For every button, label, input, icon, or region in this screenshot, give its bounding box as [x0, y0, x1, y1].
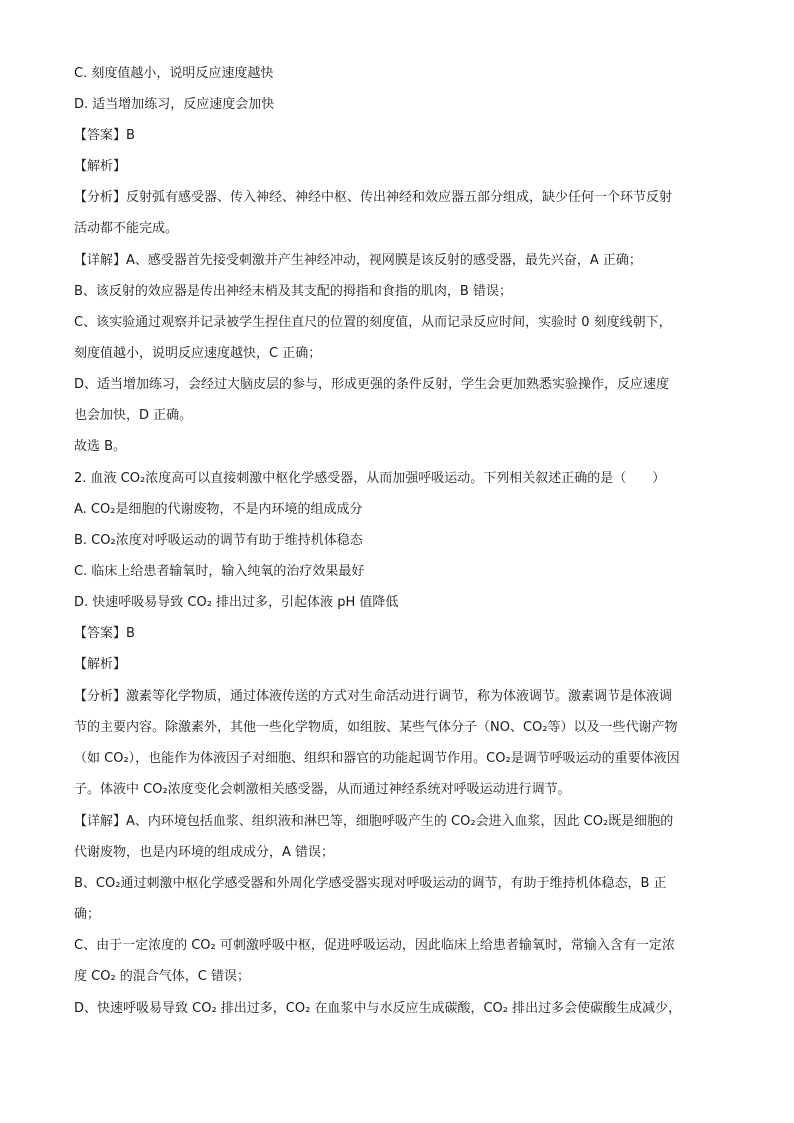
- question-2-stem: 2. 血液 CO₂浓度高可以直接刺激中枢化学感受器，从而加强呼吸运动。下列相关叙述正确的是（ ）: [74, 471, 666, 486]
- analysis-heading: 【解析】: [74, 159, 127, 174]
- analysis-text: 【分析】激素等化学物质，通过体液传送的方式对生命活动进行调节，称为体液调节。激素调节是体液调: [74, 689, 673, 704]
- analysis-text: 节的主要内容。除激素外，其他一些化学物质，如组胺、某些气体分子（NO、CO₂等）以及一些代谢产物: [74, 720, 678, 735]
- detail-text: 也会加快，D 正确。: [74, 408, 193, 423]
- detail-text: B、该反射的效应器是传出神经末梢及其支配的拇指和食指的肌肉，B 错误；: [74, 284, 512, 299]
- option-b: B. CO₂浓度对呼吸运动的调节有助于维持机体稳态: [74, 533, 363, 548]
- analysis-heading: 【解析】: [74, 657, 127, 672]
- detail-text: 【详解】A、内环境包括血浆、组织液和淋巴等，细胞呼吸产生的 CO₂会进入血浆，因此 CO₂既是细胞的: [74, 814, 674, 829]
- option-c: C. 临床上给患者输氧时，输入纯氧的治疗效果最好: [74, 564, 365, 579]
- detail-text: D、快速呼吸易导致 CO₂ 排出过多，CO₂ 在血浆中与水反应生成碳酸，CO₂ 排出过多会使碳酸生成减少，: [74, 1001, 682, 1016]
- detail-text: 代谢废物，也是内环境的组成成分，A 错误；: [74, 845, 335, 860]
- answer-label: 【答案】B: [74, 128, 135, 143]
- analysis-text: 活动都不能完成。: [74, 221, 179, 236]
- detail-text: C、该实验通过观察并记录被学生捏住直尺的位置的刻度值，从而记录反应时间，实验时 0 刻度线朝下，: [74, 315, 672, 330]
- option-d: D. 快速呼吸易导致 CO₂ 排出过多，引起体液 pH 值降低: [74, 595, 399, 610]
- detail-text: 确；: [74, 907, 101, 922]
- detail-text: D、适当增加练习，会经过大脑皮层的参与，形成更强的条件反射，学生会更加熟悉实验操作，反应速度: [74, 377, 670, 392]
- detail-text: B、CO₂通过刺激中枢化学感受器和外周化学感受器实现对呼吸运动的调节，有助于维持机体稳态，B 正: [74, 876, 667, 891]
- conclusion: 故选 B。: [74, 439, 127, 454]
- detail-text: 【详解】A、感受器首先接受刺激并产生神经冲动，视网膜是该反射的感受器，最先兴奋，A 正确；: [74, 253, 642, 268]
- analysis-text: 子。体液中 CO₂浓度变化会刺激相关感受器，从而通过神经系统对呼吸运动进行调节。: [74, 782, 571, 797]
- option-a: A. CO₂是细胞的代谢废物，不是内环境的组成成分: [74, 502, 363, 517]
- detail-text: C、由于一定浓度的 CO₂ 可刺激呼吸中枢，促进呼吸运动，因此临床上给患者输氧时，常输入含有一定浓: [74, 938, 675, 953]
- analysis-text: （如 CO₂），也能作为体液因子对细胞、组织和器官的功能起调节作用。CO₂是调节呼吸运动的重要体液因: [74, 751, 680, 766]
- option-c: C. 刻度值越小，说明反应速度越快: [74, 66, 274, 81]
- answer-label: 【答案】B: [74, 626, 135, 641]
- analysis-text: 【分析】反射弧有感受器、传入神经、神经中枢、传出神经和效应器五部分组成，缺少任何一个环节反射: [74, 190, 673, 205]
- detail-text: 度 CO₂ 的混合气体，C 错误；: [74, 969, 250, 984]
- detail-text: 刻度值越小，说明反应速度越快，C 正确；: [74, 346, 322, 361]
- option-d: D. 适当增加练习，反应速度会加快: [74, 97, 275, 112]
